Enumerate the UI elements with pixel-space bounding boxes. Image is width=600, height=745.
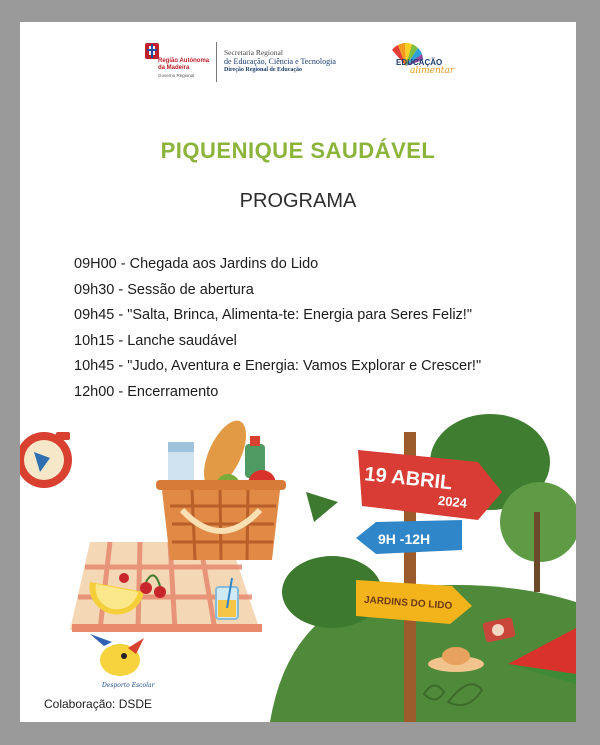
- secretariat-line-2: de Educação, Ciência e Tecnologia: [224, 57, 336, 66]
- date-sign-label: 19 ABRIL: [363, 463, 454, 495]
- region-line-2: da Madeira: [158, 65, 190, 71]
- region-line-3: Governo Regional: [158, 73, 195, 78]
- schedule-item: 10h15 - Lanche saudável: [74, 332, 237, 349]
- secretariat-line-1: Secretaria Regional: [224, 48, 283, 57]
- date-sign-year: 2024: [437, 492, 468, 511]
- region-line-1: Região Autónoma: [158, 58, 210, 64]
- time-sign: [356, 520, 462, 554]
- schedule-item: 09h30 - Sessão de abertura: [74, 281, 254, 298]
- picnic-basket: [156, 415, 286, 560]
- program-heading: PROGRAMA: [239, 190, 357, 212]
- education-program-line-2: alimentar: [410, 66, 455, 76]
- poster-sheet: [20, 22, 576, 722]
- header-logos: [20, 40, 576, 90]
- compass-icon: [20, 432, 72, 488]
- collaboration-credit: Colaboração: DSDE: [44, 697, 153, 711]
- schedule-item: 12h00 - Encerramento: [74, 383, 219, 400]
- secretariat-line-3: Direção Regional de Educação: [224, 67, 303, 73]
- schedule-item: 09H00 - Chegada aos Jardins do Lido: [74, 256, 319, 272]
- education-program-line-1: EDUCAÇÃO: [396, 58, 443, 67]
- poster-title: PIQUENIQUE SAUDÁVEL: [160, 138, 436, 163]
- region-logo: [144, 42, 224, 86]
- logo-divider: [216, 42, 217, 82]
- time-sign-label: 9H -12H: [378, 531, 431, 547]
- mascot-caption: Desporto Escolar: [102, 682, 155, 689]
- secretariat-logo: [224, 48, 336, 75]
- education-program-logo: [378, 40, 460, 86]
- picnic-illustration: [20, 402, 576, 722]
- school-sport-mascot: [90, 634, 156, 689]
- schedule-list: [74, 254, 574, 407]
- schedule-item: 10h45 - "Judo, Aventura e Energia: Vamos Explorar e Crescer!": [74, 358, 482, 374]
- schedule-item: 09h45 - "Salta, Brinca, Alimenta-te: Energia para Seres Feliz!": [74, 307, 472, 323]
- region-name: [158, 58, 209, 79]
- location-sign-label: JARDINS DO LIDO: [363, 594, 453, 612]
